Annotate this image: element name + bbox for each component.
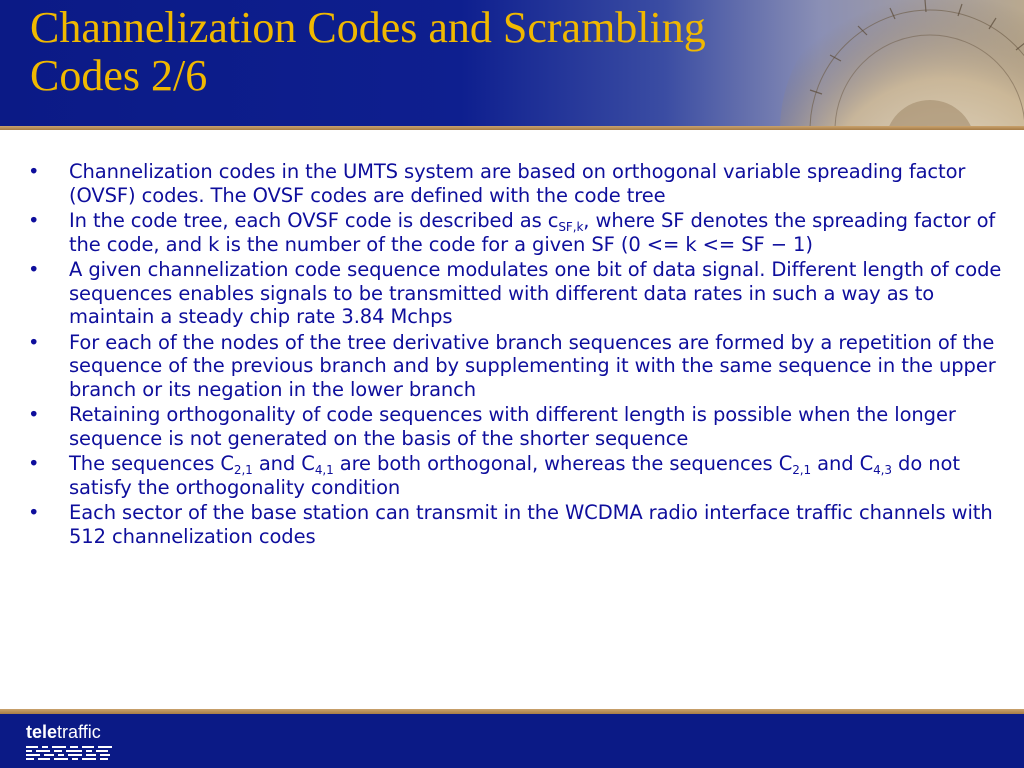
- bullet-marker: •: [28, 403, 40, 426]
- bullet-item: [28, 258, 1004, 329]
- bullet-text: [69, 452, 960, 499]
- logo-bars-icon: [26, 746, 118, 760]
- text-run: and C: [811, 452, 874, 475]
- title-line-2: Codes 2/6: [30, 51, 208, 100]
- bullet-text: A given channelization code sequence modulates one bit of data signal. Different length of code sequences enables signals to be transmitted with different data rates in such a way as to maintain a steady chip rate 3.84 Mchps: [69, 258, 1002, 328]
- teletraffic-logo: [26, 722, 126, 762]
- text-run: do not satisfy the orthogonality condition: [69, 452, 960, 499]
- subscript: 4,1: [314, 463, 334, 477]
- subscript: 2,1: [233, 463, 253, 477]
- bullet-item: [28, 209, 1004, 256]
- bullet-text: Channelization codes in the UMTS system are based on orthogonal variable spreading factor (OVSF) codes. The OVSF codes are defined with the code tree: [69, 160, 966, 207]
- bullet-item: [28, 501, 1004, 548]
- bullet-text: Each sector of the base station can transmit in the WCDMA radio interface traffic channels with 512 channelization codes: [69, 501, 993, 548]
- subscript: 4,3: [873, 463, 892, 477]
- text-run: The sequences C: [69, 452, 234, 475]
- text-run: are both orthogonal, whereas the sequences C: [333, 452, 793, 475]
- subscript: 2,1: [792, 463, 812, 477]
- slide-footer: [0, 714, 1024, 768]
- bullet-marker: •: [28, 452, 40, 475]
- bullet-item: [28, 403, 1004, 450]
- bullet-marker: •: [28, 501, 40, 524]
- text-run: , where SF denotes the spreading factor of the code, and k is the number of the code for a given SF (0 <= k <= SF − 1): [69, 209, 996, 256]
- bullet-text: [69, 209, 995, 256]
- logo-text-bold: tele: [26, 722, 58, 742]
- bullet-item: [28, 452, 1004, 499]
- bullet-marker: •: [28, 209, 40, 232]
- bullet-text: For each of the nodes of the tree derivative branch sequences are formed by a repetition of the sequence of the previous branch and by supplementing it with the same sequence in the upper branch or its negation in the lower branch: [69, 330, 996, 401]
- subscript: SF,k: [558, 220, 584, 234]
- title-line-1: Channelization Codes and Scrambling: [30, 3, 706, 52]
- slide-header: [0, 0, 1024, 126]
- slide-title: [30, 4, 930, 100]
- bullet-marker: •: [28, 160, 40, 183]
- bullet-list: [28, 160, 1004, 548]
- logo-wordmark: [26, 722, 101, 742]
- bullet-text: Retaining orthogonality of code sequences with different length is possible when the longer sequence is not generated on the basis of the shorter sequence: [69, 403, 956, 450]
- bullet-item: [28, 331, 1004, 402]
- text-run: and C: [252, 452, 315, 475]
- bullet-marker: •: [28, 330, 40, 354]
- logo-text-light: traffic: [57, 722, 101, 742]
- bullet-item: [28, 160, 1004, 207]
- bullet-marker: •: [28, 258, 40, 281]
- header-divider: [0, 126, 1024, 130]
- text-run: In the code tree, each OVSF code is described as c: [69, 209, 559, 232]
- slide-body: [28, 160, 1004, 550]
